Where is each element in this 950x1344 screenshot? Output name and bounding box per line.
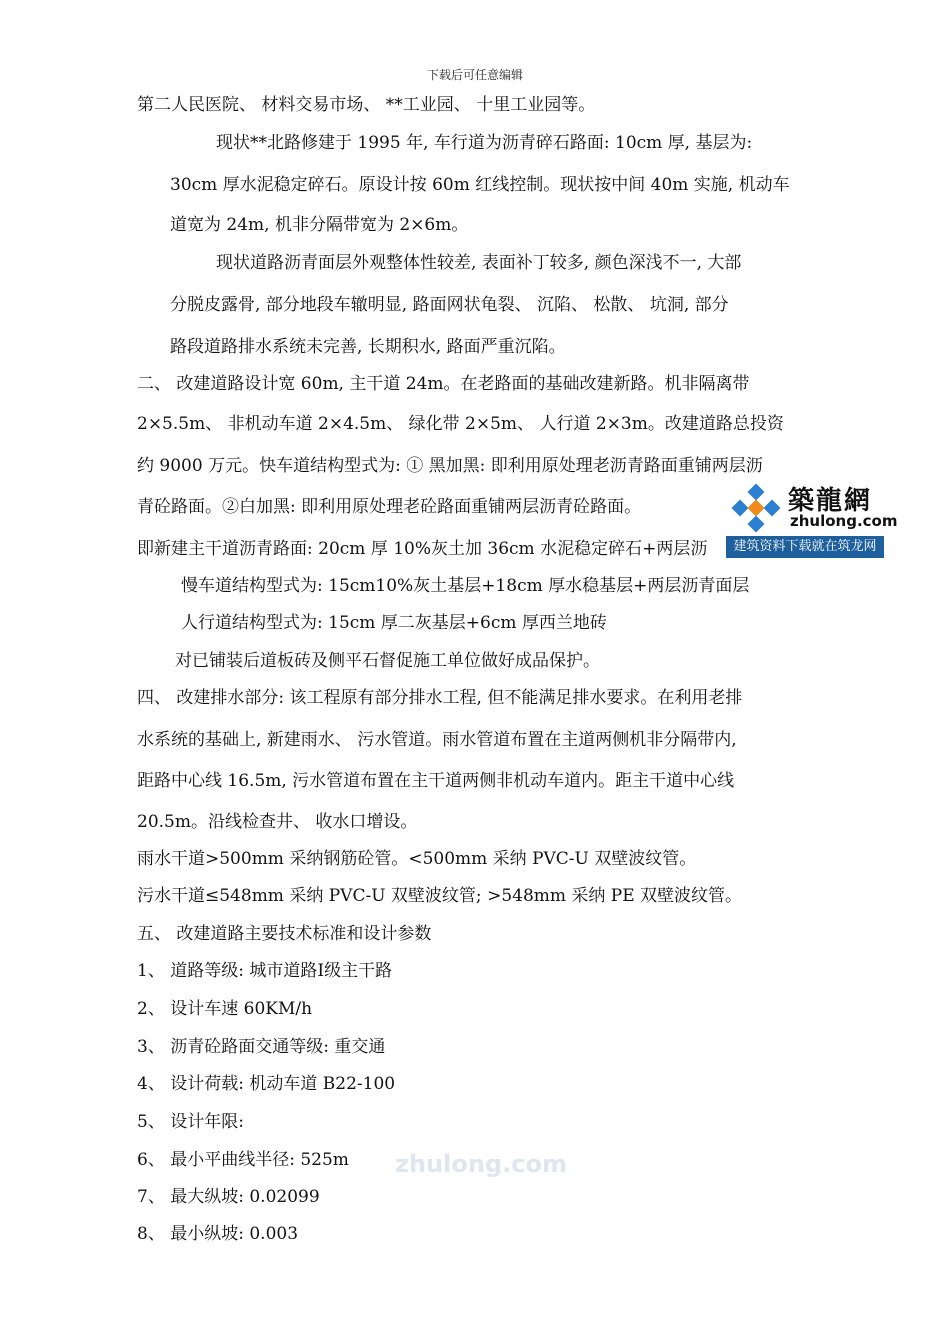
text-line: 现状**北路修建于 1995 年, 车行道为沥青碎石路面: 10cm 厚, 基层为: xyxy=(216,133,753,153)
text-line: 二、 改建道路设计宽 60m, 主干道 24m。在老路面的基础改建新路。机非隔离带 xyxy=(137,374,750,394)
text-line: 雨水干道>500mm 采纳钢筋砼管。<500mm 采纳 PVC-U 双壁波纹管。 xyxy=(137,849,697,869)
text-line: 2×5.5m、 非机动车道 2×4.5m、 绿化带 2×5m、 人行道 2×3m。改建道路总投资 xyxy=(137,414,784,434)
zhulong-logo xyxy=(726,478,898,558)
text-line: 20.5m。沿线检查井、 收水口增设。 xyxy=(137,812,418,832)
page-header: 下载后可任意编辑 xyxy=(426,68,523,82)
text-line: 3、 沥青砼路面交通等级: 重交通 xyxy=(137,1037,386,1057)
text-line: 分脱皮露骨, 部分地段车辙明显, 路面网状龟裂、 沉陷、 松散、 坑洞, 部分 xyxy=(170,295,729,315)
text-line: 青砼路面。②白加黑: 即利用原处理老砼路面重铺两层沥青砼路面。 xyxy=(137,497,642,517)
text-line: 8、 最小纵坡: 0.003 xyxy=(137,1224,299,1244)
text-line: 五、 改建道路主要技术标准和设计参数 xyxy=(137,924,432,944)
text-line: 2、 设计车速 60KM/h xyxy=(137,999,313,1019)
text-line: 慢车道结构型式为: 15cm10%灰土基层+18cm 厚水稳基层+两层沥青面层 xyxy=(181,576,750,596)
zhulong-mark-icon xyxy=(730,484,782,532)
text-line: 距路中心线 16.5m, 污水管道布置在主干道两侧非机动车道内。距主干道中心线 xyxy=(137,771,735,791)
text-line: 1、 道路等级: 城市道路Ⅰ级主干路 xyxy=(137,961,393,981)
text-line: 即新建主干道沥青路面: 20cm 厚 10%灰土加 36cm 水泥稳定碎石+两层沥 xyxy=(137,539,708,559)
watermark-text: zhulong.com xyxy=(395,1150,567,1178)
text-line: 污水干道≤548mm 采纳 PVC-U 双壁波纹管; >548mm 采纳 PE 双壁波纹管。 xyxy=(137,886,743,906)
text-line: 道宽为 24m, 机非分隔带宽为 2×6m。 xyxy=(170,215,469,235)
text-line: 5、 设计年限: xyxy=(137,1112,244,1132)
text-line: 30cm 厚水泥稳定碎石。原设计按 60m 红线控制。现状按中间 40m 实施, 机动车 xyxy=(170,175,790,195)
text-line: 7、 最大纵坡: 0.02099 xyxy=(137,1187,320,1207)
logo-slogan: 建筑资料下载就在筑龙网 xyxy=(726,536,884,558)
logo-name-cn: 築龍網 xyxy=(788,486,873,516)
text-line: 第二人民医院、 材料交易市场、 **工业园、 十里工业园等。 xyxy=(137,95,596,115)
text-line: 四、 改建排水部分: 该工程原有部分排水工程, 但不能满足排水要求。在利用老排 xyxy=(137,688,743,708)
text-line: 4、 设计荷载: 机动车道 B22-100 xyxy=(137,1074,396,1094)
text-line: 人行道结构型式为: 15cm 厚二灰基层+6cm 厚西兰地砖 xyxy=(181,613,607,633)
text-line: 约 9000 万元。快车道结构型式为: ① 黑加黑: 即利用原处理老沥青路面重铺两层沥 xyxy=(137,456,763,476)
logo-name-en: zhulong.com xyxy=(790,512,898,530)
text-line: 路段道路排水系统未完善, 长期积水, 路面严重沉陷。 xyxy=(170,337,566,357)
text-line: 水系统的基础上, 新建雨水、 污水管道。雨水管道布置在主道两侧机非分隔带内, xyxy=(137,730,737,750)
text-line: 对已铺装后道板砖及侧平石督促施工单位做好成品保护。 xyxy=(175,651,600,671)
text-line: 现状道路沥青面层外观整体性较差, 表面补丁较多, 颜色深浅不一, 大部 xyxy=(216,253,742,273)
text-line: 6、 最小平曲线半径: 525m xyxy=(137,1150,349,1170)
